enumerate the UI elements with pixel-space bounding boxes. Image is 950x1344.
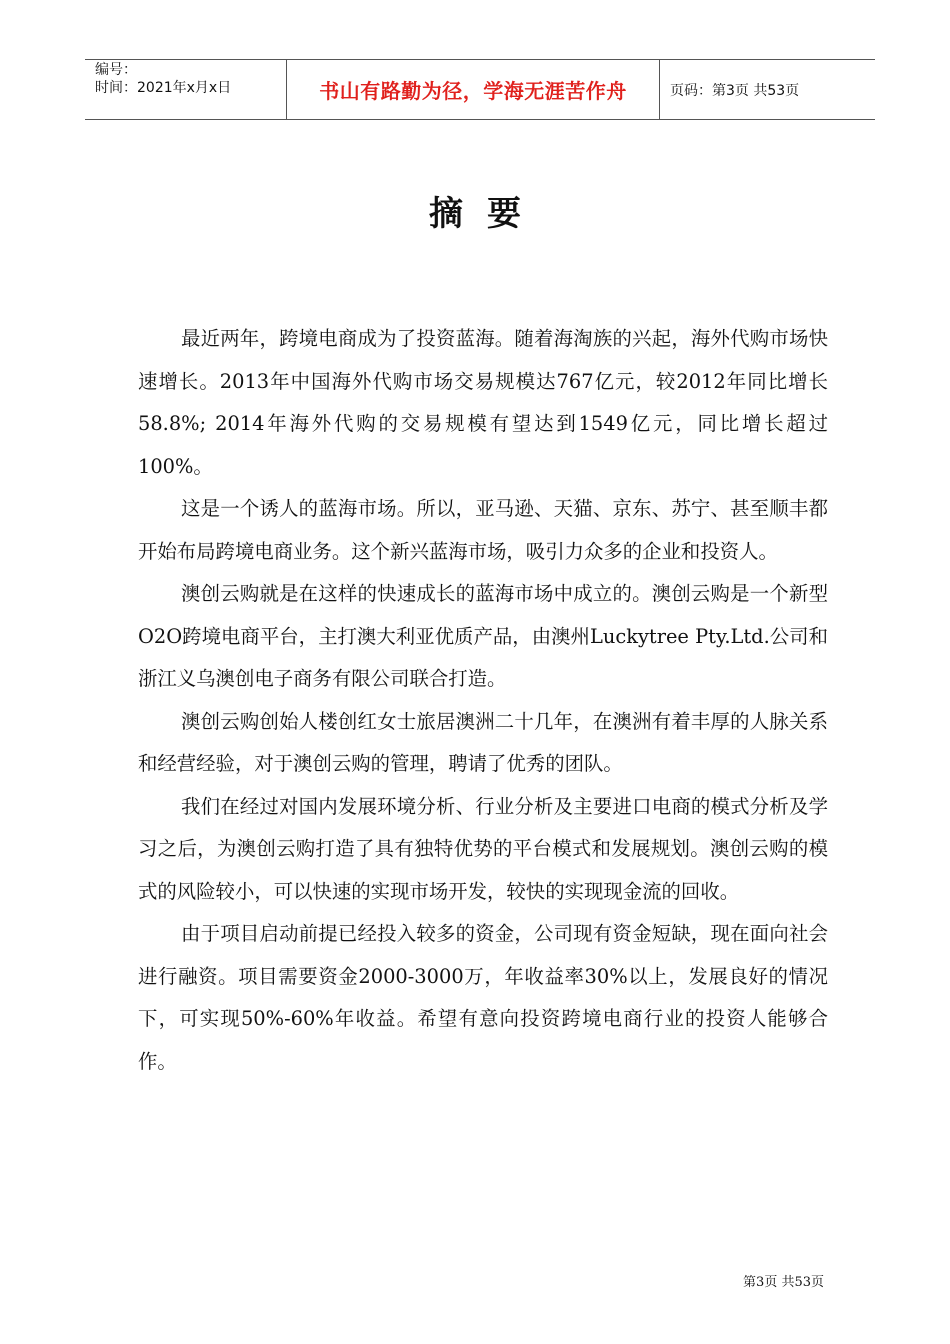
page-footer: 第3页 共53页 <box>743 1275 824 1290</box>
paragraph: 由于项目启动前提已经投入较多的资金，公司现有资金短缺，现在面向社会进行融资。项目需要资金2000-3000万，年收益率30%以上，发展良好的情况下，可实现50%-60%年收益。希望有意向投资跨境电商行业的投资人能够合作。 <box>138 922 828 1073</box>
page-header <box>85 59 875 120</box>
paragraph: 这是一个诱人的蓝海市场。所以，亚马逊、天猫、京东、苏宁、甚至顺丰都开始布局跨境电商业务。这个新兴蓝海市场，吸引力众多的企业和投资人。 <box>138 497 828 563</box>
paragraph: 最近两年，跨境电商成为了投资蓝海。随着海淘族的兴起，海外代购市场快速增长。2013年中国海外代购市场交易规模达767亿元，较2012年同比增长58.8%; 2014年海外代购的交易规模有望达到1549亿元，同比增长超过100%。 <box>138 327 828 478</box>
header-motto: 书山有路勤为径，学海无涯苦作舟 <box>286 60 660 119</box>
header-meta <box>85 60 286 119</box>
abstract-body <box>138 318 828 1083</box>
paragraph: 澳创云购创始人楼创红女士旅居澳洲二十几年，在澳洲有着丰厚的人脉关系和经营经验，对于澳创云购的管理，聘请了优秀的团队。 <box>138 709 828 775</box>
document-number-label: 编号： <box>95 62 137 78</box>
page-title: 摘要 <box>429 194 545 234</box>
header-page-info: 页码：第3页 共53页 <box>670 82 800 99</box>
paragraph: 澳创云购就是在这样的快速成长的蓝海市场中成立的。澳创云购是一个新型O2O跨境电商平台，主打澳大利亚优质产品，由澳州Luckytree Pty.Ltd.公司和浙江义乌澳创电子商务有限公司联合打造。 <box>138 582 828 690</box>
document-time-label: 时间：2021年x月x日 <box>95 80 232 96</box>
paragraph: 我们在经过对国内发展环境分析、行业分析及主要进口电商的模式分析及学习之后，为澳创云购打造了具有独特优势的平台模式和发展规划。澳创云购的模式的风险较小，可以快速的实现市场开发，较快的实现现金流的回收。 <box>138 794 828 903</box>
